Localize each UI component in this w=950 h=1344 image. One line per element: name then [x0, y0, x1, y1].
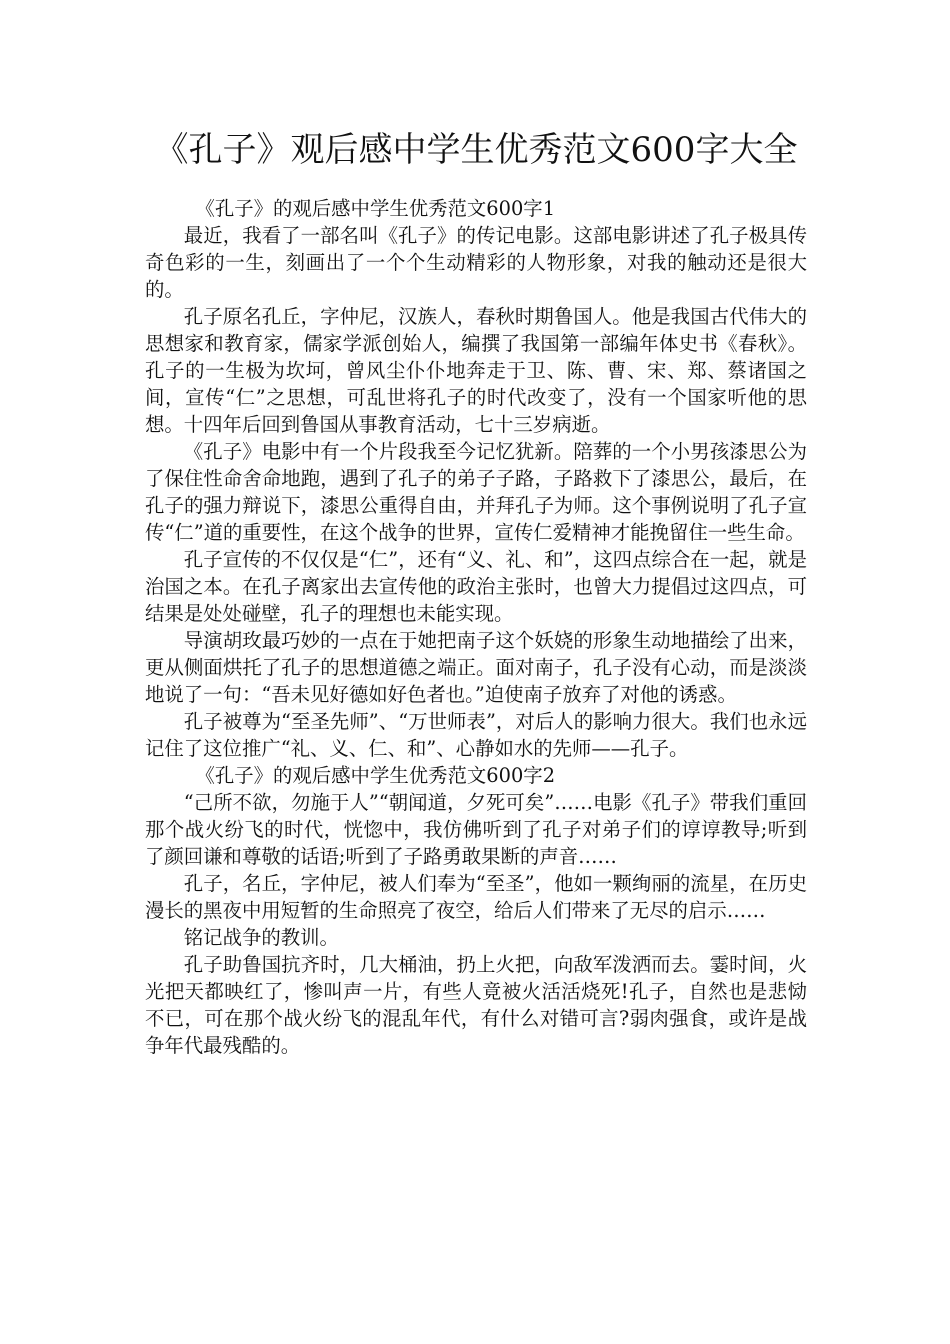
paragraph: 最近，我看了一部名叫《孔子》的传记电影。这部电影讲述了孔子极具传奇色彩的一生，刻画出了一个个生动精彩的人物形象，对我的触动还是很大的。: [145, 224, 807, 301]
document-page: [145, 125, 807, 1059]
paragraph: 《孔子》电影中有一个片段我至今记忆犹新。陪葬的一个小男孩漆思公为了保住性命舍命地跑，遇到了孔子的弟子子路，子路救下了漆思公，最后，在孔子的强力辩说下，漆思公重得自由，并拜孔子为师。这个事例说明了孔子宣传“仁”道的重要性，在这个战争的世界，宣传仁爱精神才能挽留住一些生命。: [145, 440, 807, 544]
paragraph: 孔子原名孔丘，字仲尼，汉族人，春秋时期鲁国人。他是我国古代伟大的思想家和教育家，儒家学派创始人，编撰了我国第一部编年体史书《春秋》。孔子的一生极为坎坷，曾风尘仆仆地奔走于卫、陈、曹、宋、郑、蔡诸国之间，宣传“仁”之思想，可乱世将孔子的时代改变了，没有一个国家听他的思想。十四年后回到鲁国从事教育活动，七十三岁病逝。: [145, 305, 807, 436]
document-title: 《孔子》观后感中学生优秀范文600字大全: [154, 130, 798, 170]
paragraph: 铭记战争的教训。: [183, 926, 339, 949]
paragraph: 孔子宣传的不仅仅是“仁”，还有“义、礼、和”，这四点综合在一起，就是治国之本。在孔子离家出去宣传他的政治主张时，也曾大力提倡过这四点，可结果是处处碰壁，孔子的理想也未能实现。: [145, 548, 807, 625]
paragraph: 导演胡玫最巧妙的一点在于她把南子这个妖娆的形象生动地描绘了出来，更从侧面烘托了孔子的思想道德之端正。面对南子，孔子没有心动，而是淡淡地说了一句：“吾未见好德如好色者也。”迫使南子放弃了对他的诱惑。: [145, 629, 807, 706]
paragraph: 孔子助鲁国抗齐时，几大桶油，扔上火把，向敌军泼洒而去。霎时间，火光把天都映红了，惨叫声一片，有些人竟被火活活烧死!孔子，自然也是悲恸不已，可在那个战火纷飞的混乱年代，有什么对错可言?弱肉强食，或许是战争年代最残酷的。: [145, 953, 807, 1057]
section-heading-2: 《孔子》的观后感中学生优秀范文600字2: [195, 764, 556, 787]
paragraph: 孔子被尊为“至圣先师”、“万世师表”，对后人的影响力很大。我们也永远记住了这位推广“礼、义、仁、和”、心静如水的先师——孔子。: [145, 710, 807, 760]
paragraph: “己所不欲，勿施于人”“朝闻道，夕死可矣”……电影《孔子》带我们重回那个战火纷飞的时代，恍惚中，我仿佛听到了孔子对弟子们的谆谆教导;听到了颜回谦和尊敬的话语;听到了子路勇敢果断的声音……: [145, 791, 807, 868]
section-heading-1: 《孔子》的观后感中学生优秀范文600字1: [195, 197, 556, 220]
document-body: [145, 195, 807, 1059]
paragraph: 孔子，名丘，字仲尼，被人们奉为“至圣”，他如一颗绚丽的流星，在历史漫长的黑夜中用短暂的生命照亮了夜空，给后人们带来了无尽的启示……: [145, 872, 807, 922]
